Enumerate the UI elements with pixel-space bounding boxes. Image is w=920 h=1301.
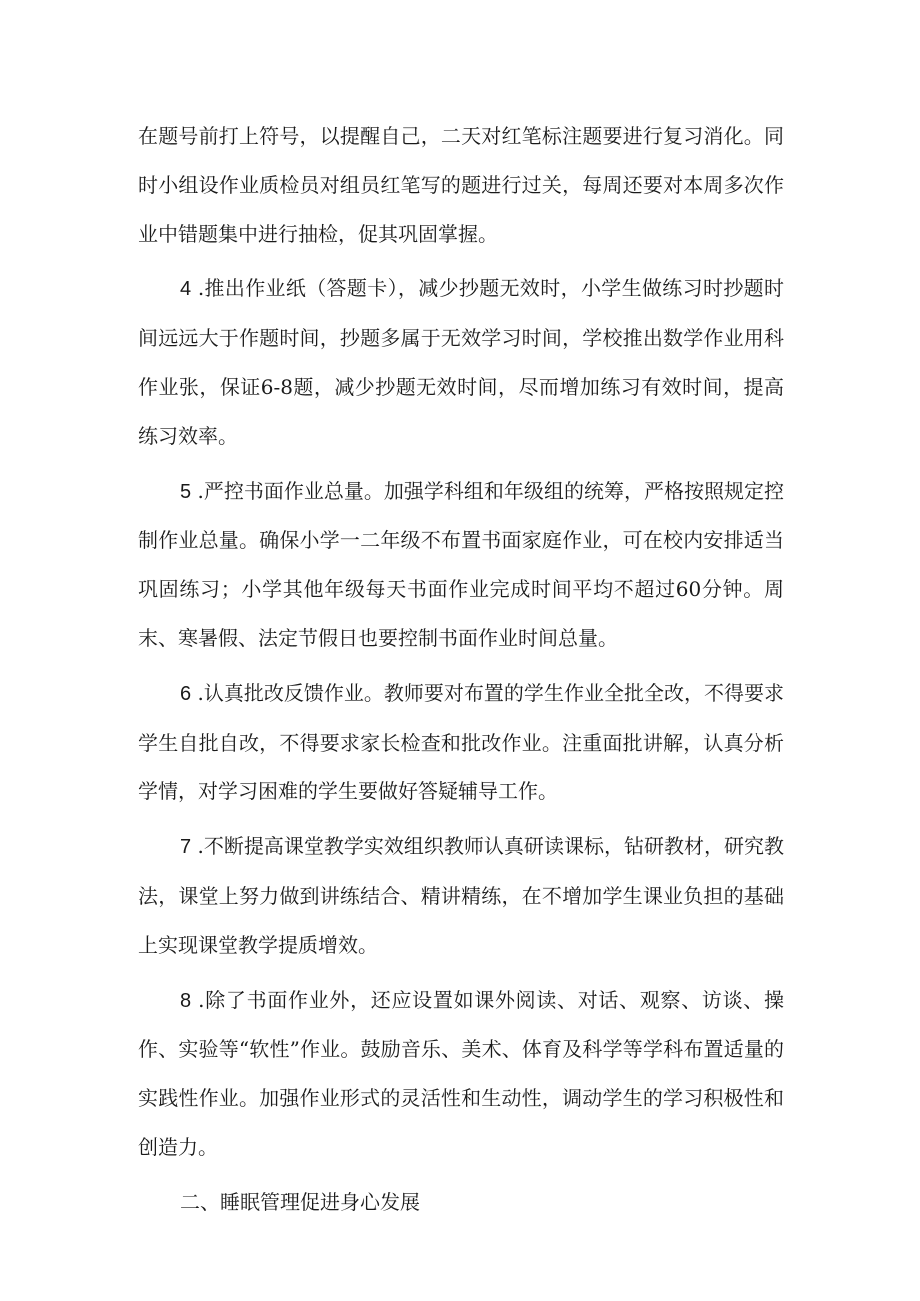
paragraph-text: .推出作业纸（答题卡），减少抄题无效时，小学生做练习时抄题时间远远大于作题时间，抄题多属于无效学习时间，学校推出数学作业用科作业张，保证6-8题，减少抄题无效时间，尽而增加练习有效时间，提高练习效率。 <box>138 276 784 448</box>
item-number: 5 <box>180 480 192 503</box>
paragraph-text: .严控书面作业总量。加强学科组和年级组的统筹，严格按照规定控制作业总量。确保小学一二年级不布置书面家庭作业，可在校内安排适当巩固练习；小学其他年级每天书面作业完成时间平均不超过60分钟。周末、寒暑假、法定节假日也要控制书面作业时间总量。 <box>138 478 784 650</box>
item-number: 6 <box>180 682 192 705</box>
paragraph-text: .除了书面作业外，还应设置如课外阅读、对话、观察、访谈、操作、实验等“软性”作业。鼓励音乐、美术、体育及科学等学科布置适量的实践性作业。加强作业形式的灵活性和生动性，调动学生的学习积极性和创造力。 <box>138 987 784 1159</box>
document-body <box>138 112 784 1227</box>
item-number: 4 <box>180 278 192 301</box>
item-number: 7 <box>180 836 192 859</box>
paragraph-text: 在题号前打上符号，以提醒自己，二天对红笔标注题要进行复习消化。同时小组设作业质检员对组员红笔写的题进行过关，每周还要对本周多次作业中错题集中进行抽检，促其巩固掌握。 <box>138 124 784 246</box>
paragraph-item-4 <box>138 264 784 460</box>
paragraph-continuation <box>138 112 784 258</box>
paragraph-item-5 <box>138 467 784 663</box>
paragraph-item-6 <box>138 669 784 816</box>
item-number: 8 <box>180 989 192 1012</box>
paragraph-text: .认真批改反馈作业。教师要对布置的学生作业全批全改，不得要求学生自批自改，不得要求家长检查和批改作业。注重面批讲解，认真分析学情，对学习困难的学生要做好答疑辅导工作。 <box>138 680 784 804</box>
section-heading: 二、睡眠管理促进身心发展 <box>180 1189 420 1214</box>
paragraph-text: .不断提高课堂教学实效组织教师认真研读课标，钻研教材，研究教法，课堂上努力做到讲练结合、精讲精练，在不增加学生课业负担的基础上实现课堂教学提质增效。 <box>138 834 784 957</box>
paragraph-item-8 <box>138 976 784 1172</box>
paragraph-item-7 <box>138 822 784 969</box>
